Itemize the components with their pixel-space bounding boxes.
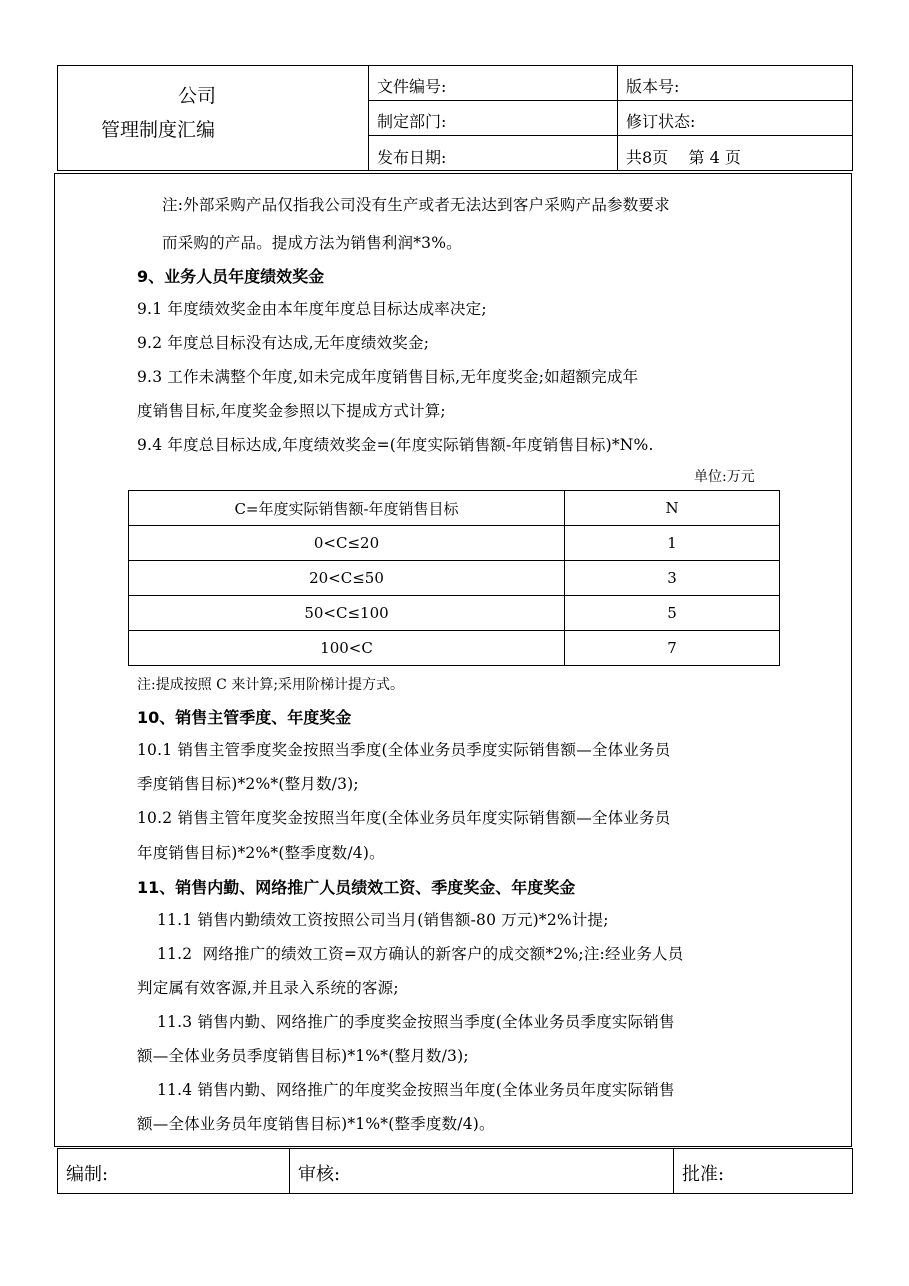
clause-9-3-line2: 度销售目标,年度奖金参照以下提成方式计算; [137,402,446,420]
clause-11-2-line1: 11.2 网络推广的绩效工资=双方确认的新客户的成交额*2%;注:经业务人员 [157,945,684,963]
clause-9-4: 9.4 年度总目标达成,年度绩效奖金=(年度实际销售额-年度销售目标)*N%. [137,436,654,454]
clause-9-3-line1: 9.3 工作未满整个年度,如未完成年度销售目标,无年度奖金;如超额完成年 [137,368,639,386]
clause-10-1-line1: 10.1 销售主管季度奖金按照当季度(全体业务员季度实际销售额—全体业务员 [137,741,671,759]
table-cell-range: 50<C≤100 [129,596,565,631]
table-header-range: C=年度实际销售额-年度销售目标 [129,491,565,526]
clause-11-4-line1: 11.4 销售内勤、网络推广的年度奖金按照当年度(全体业务员年度实际销售 [157,1081,675,1099]
clause-11-3-line2: 额—全体业务员季度销售目标)*1%*(整月数/3); [137,1047,469,1065]
page-info: 共8页 第 4 页 [626,148,741,167]
table-note: 注:提成按照 C 来计算;采用阶梯计提方式。 [137,677,405,693]
table-cell-n: 7 [565,631,780,666]
table-cell-n: 1 [565,526,780,561]
table-cell-range: 20<C≤50 [129,561,565,596]
dept-label: 制定部门: [377,112,447,131]
unit-label: 单位:万元 [694,469,755,485]
clause-11-1: 11.1 销售内勤绩效工资按照公司当月(销售额-80 万元)*2%计提; [157,911,609,929]
table-cell-n: 5 [565,596,780,631]
bonus-rate-table [128,490,780,666]
clause-11-3-line1: 11.3 销售内勤、网络推广的季度奖金按照当季度(全体业务员季度实际销售 [157,1013,675,1031]
compiled-by-label: 编制: [66,1164,109,1185]
clause-10-2-line2: 年度销售目标)*2%*(整季度数/4)。 [137,844,385,862]
clause-10-2-line1: 10.2 销售主管年度奖金按照当年度(全体业务员年度实际销售额—全体业务员 [137,809,671,827]
table-row [129,596,780,631]
table-row [129,561,780,596]
company-name: 公司 [178,85,217,107]
table-header-row [129,491,780,526]
table-cell-range: 0<C≤20 [129,526,565,561]
note-paragraph-line1: 注:外部采购产品仅指我公司没有生产或者无法达到客户采购产品参数要求 [162,196,670,214]
clause-10-1-line2: 季度销售目标)*2%*(整月数/3); [137,775,359,793]
approved-by-label: 批准: [682,1164,725,1185]
version-label: 版本号: [626,77,680,96]
table-row [129,631,780,666]
manual-title: 管理制度汇编 [101,119,216,141]
doc-number-label: 文件编号: [377,77,447,96]
clause-11-2-line2: 判定属有效客源,并且录入系统的客源; [137,979,399,997]
issue-date-label: 发布日期: [377,148,447,167]
clause-11-4-line2: 额—全体业务员年度销售目标)*1%*(整季度数/4)。 [137,1115,495,1133]
note-paragraph-line2: 而采购的产品。提成方法为销售利润*3%。 [162,234,462,252]
revision-label: 修订状态: [626,112,696,131]
clause-9-2: 9.2 年度总目标没有达成,无年度绩效奖金; [137,334,430,352]
section-9-heading: 9、业务人员年度绩效奖金 [137,267,325,286]
table-row [129,526,780,561]
table-header-n: N [565,491,780,526]
table-cell-range: 100<C [129,631,565,666]
reviewed-by-label: 审核: [298,1164,341,1185]
section-11-heading: 11、销售内勤、网络推广人员绩效工资、季度奖金、年度奖金 [137,878,576,897]
section-10-heading: 10、销售主管季度、年度奖金 [137,708,352,727]
clause-9-1: 9.1 年度绩效奖金由本年度年度总目标达成率决定; [137,300,487,318]
table-cell-n: 3 [565,561,780,596]
